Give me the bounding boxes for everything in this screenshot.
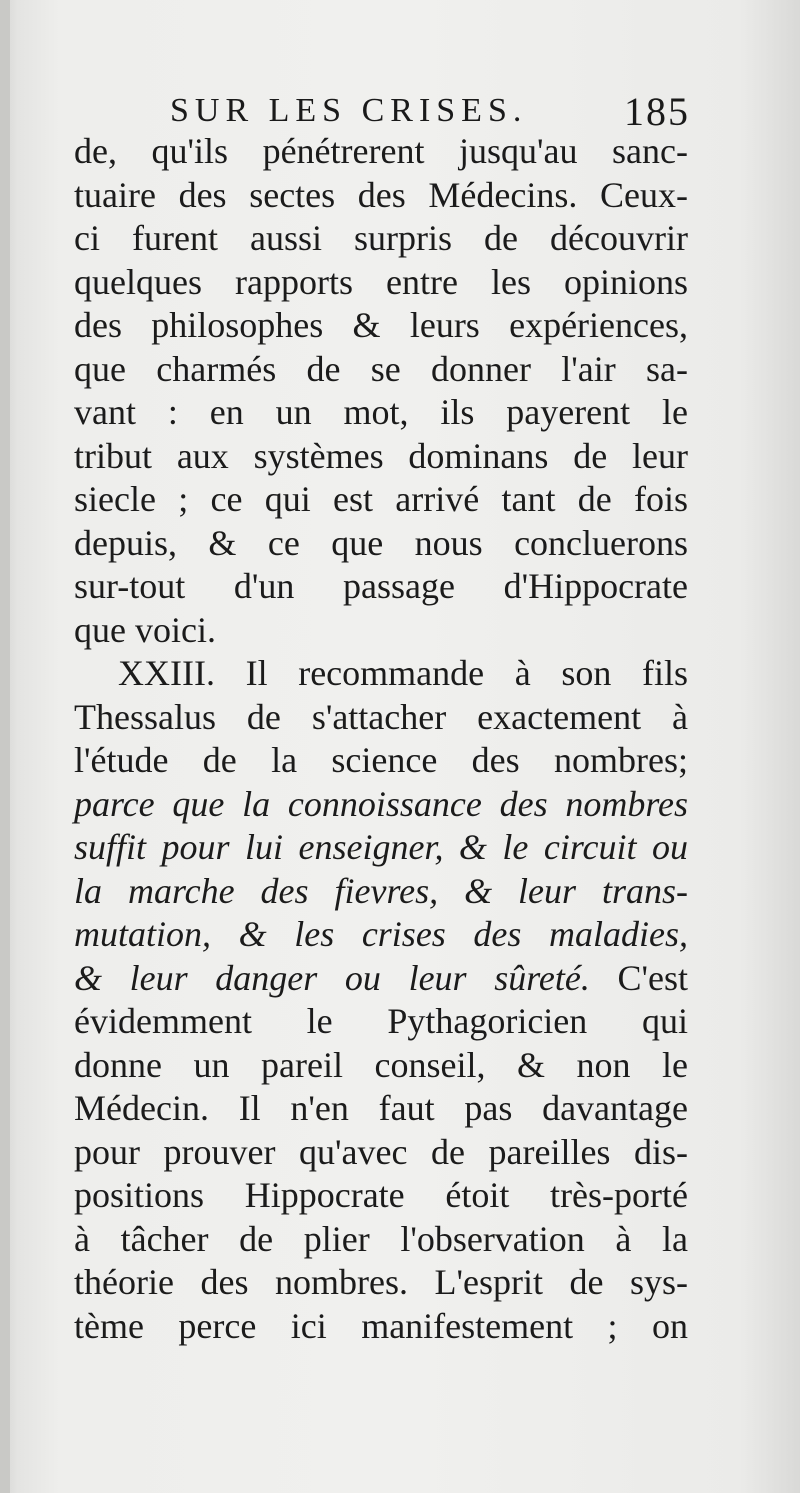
quote-line: la marche des fievres, & leur trans- [74, 870, 688, 911]
text-line: tème perce ici manifestement ; on [74, 1305, 688, 1346]
text-line: siecle ; ce qui est arrivé tant de fois [74, 479, 688, 519]
page-gutter [0, 0, 10, 1493]
text-line: sur-tout d'un passage d'Hippocrate [74, 566, 688, 606]
text-line: positions Hippocrate étoit très-porté [74, 1175, 688, 1215]
text-line: l'étude de la science des nombres; [74, 740, 688, 780]
roman-fragment: C'est [589, 957, 688, 998]
text-line: théorie des nombres. L'esprit de sys- [74, 1262, 688, 1302]
text-line: Médecin. Il n'en faut pas davantage [74, 1088, 688, 1128]
mixed-quote-line [74, 957, 688, 1001]
text-line: depuis, & ce que nous concluerons [74, 522, 688, 563]
running-head-title: SUR LES CRISES. [170, 92, 528, 129]
text-line: Thessalus de s'attacher exactement à [74, 696, 688, 737]
text-line: de, qu'ils pénétrerent jusqu'au sanc- [74, 131, 688, 171]
text-line: que charmés de se donner l'air sa- [74, 348, 688, 389]
text-line: évidemment le Pythagoricien qui [74, 1001, 688, 1041]
text-line: donne un pareil conseil, & non le [74, 1044, 688, 1085]
quote-fragment: & leur danger ou leur sûreté. [74, 957, 590, 998]
quote-line: mutation, & les crises des maladies, [74, 914, 688, 954]
bottom-margin [0, 1380, 800, 1493]
text-line: pour prouver qu'avec de pareilles dis- [74, 1131, 688, 1172]
quote-line: parce que la connoissance des nombres [74, 783, 688, 824]
body-text [74, 130, 688, 1348]
running-head [170, 88, 690, 134]
text-line: vant : en un mot, ils payerent le [74, 392, 688, 432]
section-heading-line: XXIII. Il recommande à son fils [118, 653, 688, 693]
quote-line: suffit pour lui enseigner, & le circuit ou [74, 827, 688, 867]
text-line: tuaire des sectes des Médecins. Ceux- [74, 174, 688, 215]
text-line: tribut aux systèmes dominans de leur [74, 435, 688, 476]
text-line: ci furent aussi surpris de découvrir [74, 218, 688, 258]
text-line: des philosophes & leurs expériences, [74, 305, 688, 345]
text-line: à tâcher de plier l'observation à la [74, 1218, 688, 1259]
text-line: que voici. [74, 609, 216, 650]
page-number: 185 [624, 89, 690, 134]
text-line: quelques rapports entre les opinions [74, 261, 688, 302]
